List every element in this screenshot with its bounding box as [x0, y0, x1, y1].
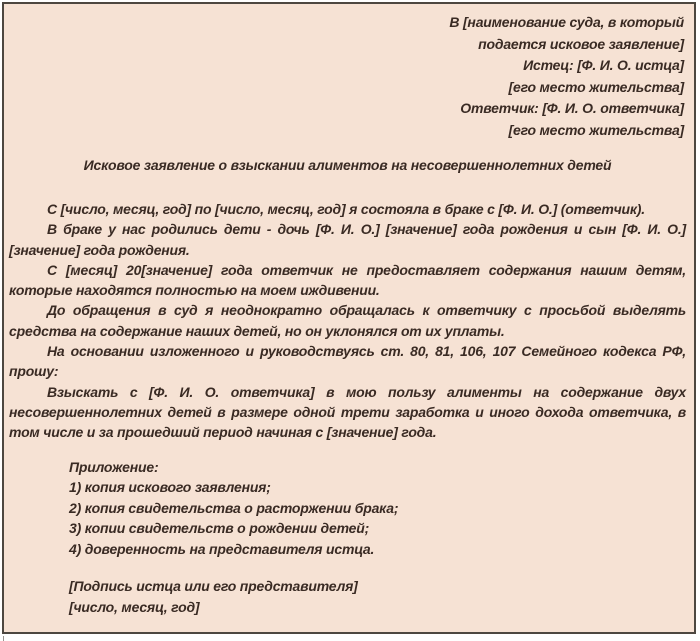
document-title: Исковое заявление о взыскании алиментов на несовершеннолетних детей — [83, 157, 612, 173]
header-line-plaintiff-address: [его место жительства] — [508, 78, 684, 95]
appendix-item-2: 2) копия свидетельства о расторжении брака; — [69, 499, 399, 516]
signature-block — [69, 576, 686, 618]
appendix-block — [69, 457, 686, 560]
body-paragraph-marriage: С [число, месяц, год] по [число, месяц, год] я состояла в браке с [Ф. И. О.] (ответчик). — [47, 201, 645, 217]
appendix-heading: Приложение: — [69, 458, 159, 475]
body-paragraph-children: В браке у нас родились дети - дочь [Ф. И. О.] [значение] года рождения и сын [Ф. И. О.] [значение] года рождения. — [9, 221, 686, 258]
court-address-block — [9, 12, 686, 141]
signature-date-line: [число, месяц, год] — [69, 598, 200, 615]
appendix-item-3: 3) копии свидетельств о рождении детей; — [69, 520, 370, 537]
header-line-defendant-address: [его место жительства] — [508, 121, 684, 138]
document-body — [9, 199, 686, 443]
appendix-item-1: 1) копия искового заявления; — [69, 479, 271, 496]
header-line-defendant: Ответчик: [Ф. И. О. ответчика] — [460, 100, 684, 116]
appendix-item-4: 4) доверенность на представителя истца. — [69, 540, 375, 557]
body-paragraph-no-support: С [месяц] 20[значение] года ответчик не предоставляет содержания нашим детям, которые находятся полностью на моем иждивении. — [9, 261, 686, 299]
header-line-plaintiff: Истец: [Ф. И. О. истца] — [523, 57, 684, 73]
body-paragraph-requests-before-court: До обращения в суд я неоднократно обращалась к ответчику с просьбой выделять средства на содержание наших детей, но он уклонялся от их уплаты. — [9, 302, 686, 339]
signature-line: [Подпись истца или его представителя] — [69, 577, 358, 594]
cropped-next-box-edge — [3, 636, 4, 641]
header-line-court-2: подается исковое заявление] — [478, 35, 684, 52]
header-line-court-1: В [наименование суда, в который — [449, 14, 684, 30]
body-paragraph-legal-basis: На основании изложенного и руководствуясь ст. 80, 81, 106, 107 Семейного кодекса РФ, прошу: — [9, 343, 686, 380]
body-paragraph-demand: Взыскать с [Ф. И. О. ответчика] в мою пользу алименты на содержание двух несовершеннолетних детей в размере одной трети заработка и иного дохода ответчика, в том числе и за прошедший период начиная с [значение] года. — [9, 383, 686, 441]
claim-document — [2, 2, 696, 634]
